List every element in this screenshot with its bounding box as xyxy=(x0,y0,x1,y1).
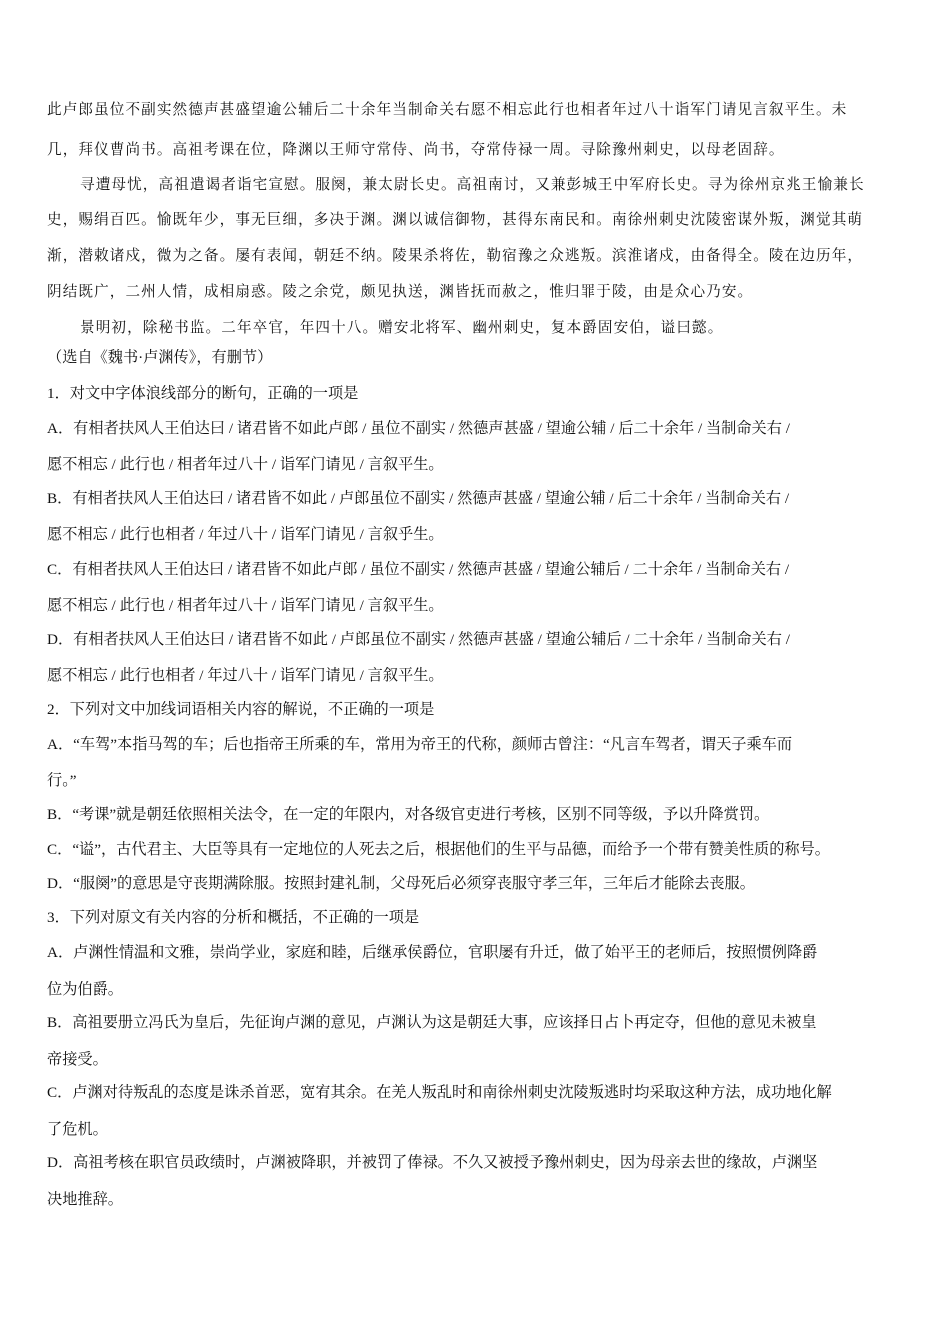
q3-option-d-cont: 决地推辞。 xyxy=(47,1191,123,1208)
passage-source: （选自《魏书·卢渊传》，有删节） xyxy=(47,349,273,366)
passage-line: 寻遭母忧，高祖遣谒者诣宅宣慰。服阕，兼太尉长史。高祖南讨，又兼彭城王中军府长史。寻为徐州京兆王愉兼长 xyxy=(80,176,865,193)
q1-option-b: B．有相者扶风人王伯达曰 / 诸君皆不如此 / 卢郎虽位不副实 / 然德声甚盛 / 望逾公辅 / 后二十余年 / 当制命关右 / xyxy=(47,490,790,507)
q2-option-d: D．“服阕”的意思是守丧期满除服。按照封建礼制，父母死后必须穿丧服守孝三年，三年后才能除去丧服。 xyxy=(47,875,755,892)
q1-option-d-cont: 愿不相忘 / 此行也相者 / 年过八十 / 诣军门请见 / 言叙平生。 xyxy=(47,667,444,684)
question-1-stem: 1．对文中字体浪线部分的断句，正确的一项是 xyxy=(47,385,359,402)
q3-option-b-cont: 帝接受。 xyxy=(47,1051,108,1068)
q2-option-a: A．“车驾”本指马驾的车；后也指帝王所乘的车，常用为帝王的代称，颜师古曾注：“凡言车驾者，谓天子乘车而 xyxy=(47,736,793,753)
q1-option-c-cont: 愿不相忘 / 此行也 / 相者年过八十 / 诣军门请见 / 言叙平生。 xyxy=(47,597,444,614)
passage-line: 渐，潜敕诸戍，微为之备。屡有表闻，朝廷不纳。陵果杀将佐，勒宿豫之众逃叛。滨淮诸戍，由备得全。陵在边历年， xyxy=(47,247,864,264)
q2-option-b: B．“考课”就是朝廷依照相关法令，在一定的年限内，对各级官吏进行考核，区别不同等级，予以升降赏罚。 xyxy=(47,806,770,823)
q1-option-b-cont: 愿不相忘 / 此行也相者 / 年过八十 / 诣军门请见 / 言叙乎生。 xyxy=(47,526,444,543)
q2-option-a-cont: 行。” xyxy=(47,772,77,789)
passage-line: 几，拜仪曹尚书。高祖考课在位，降渊以王师守常侍、尚书，夺常侍禄一周。寻除豫州刺史，以母老固辞。 xyxy=(47,141,785,158)
q1-option-a: A．有相者扶风人王伯达曰 / 诸君皆不如此卢郎 / 虽位不副实 / 然德声甚盛 / 望逾公辅 / 后二十余年 / 当制命关右 / xyxy=(47,420,790,437)
q1-option-d: D．有相者扶风人王伯达曰 / 诸君皆不如此 / 卢郎虽位不副实 / 然德声甚盛 / 望逾公辅后 / 二十余年 / 当制命关右 / xyxy=(47,631,790,648)
q3-option-a-cont: 位为伯爵。 xyxy=(47,981,123,998)
q3-option-a: A．卢渊性情温和文雅，崇尚学业，家庭和睦，后继承侯爵位，官职屡有升迁，做了始平王的老师后，按照惯例降爵 xyxy=(47,944,818,961)
q1-option-a-cont: 愿不相忘 / 此行也 / 相者年过八十 / 诣军门请见 / 言叙平生。 xyxy=(47,456,444,473)
question-2-stem: 2．下列对文中加线词语相关内容的解说，不正确的一项是 xyxy=(47,701,435,718)
question-3-stem: 3．下列对原文有关内容的分析和概括，不正确的一项是 xyxy=(47,909,420,926)
passage-line: 此卢郎虽位不副实然德声甚盛望逾公辅后二十余年当制命关右愿不相忘此行也相者年过八十诣军门请见言叙平生。未 xyxy=(47,101,848,118)
q2-option-c: C．“谥”，古代君主、大臣等具有一定地位的人死去之后，根据他们的生平与品德，而给予一个带有赞美性质的称号。 xyxy=(47,841,830,858)
q3-option-c: C．卢渊对待叛乱的态度是诛杀首恶，宽宥其余。在羌人叛乱时和南徐州刺史沈陵叛逃时均采取这种方法，成功地化解 xyxy=(47,1084,832,1101)
passage-line: 史，赐绢百匹。愉既年少，事无巨细，多决于渊。渊以诚信御物，甚得东南民和。南徐州刺史沈陵密谋外叛，渊觉其萌 xyxy=(47,211,864,228)
q3-option-c-cont: 了危机。 xyxy=(47,1121,108,1138)
passage-line: 阴结既广，二州人情，成相扇惑。陵之余党，颇见执送，渊皆抚而赦之，惟归罪于陵，由是众心乃安。 xyxy=(47,283,754,300)
q3-option-b: B．高祖要册立冯氏为皇后，先征询卢渊的意见，卢渊认为这是朝廷大事，应该择日占卜再定夺，但他的意见未被皇 xyxy=(47,1014,817,1031)
q3-option-d: D．高祖考核在职官员政绩时，卢渊被降职，并被罚了俸禄。不久又被授予豫州刺史，因为母亲去世的缘故，卢渊坚 xyxy=(47,1154,818,1171)
passage-line: 景明初，除秘书监。二年卒官，年四十八。赠安北将军、幽州刺史，复本爵固安伯，谥曰懿。 xyxy=(80,319,724,336)
q1-option-c: C．有相者扶风人王伯达曰 / 诸君皆不如此卢郎 / 虽位不副实 / 然德声甚盛 / 望逾公辅后 / 二十余年 / 当制命关右 / xyxy=(47,561,790,578)
